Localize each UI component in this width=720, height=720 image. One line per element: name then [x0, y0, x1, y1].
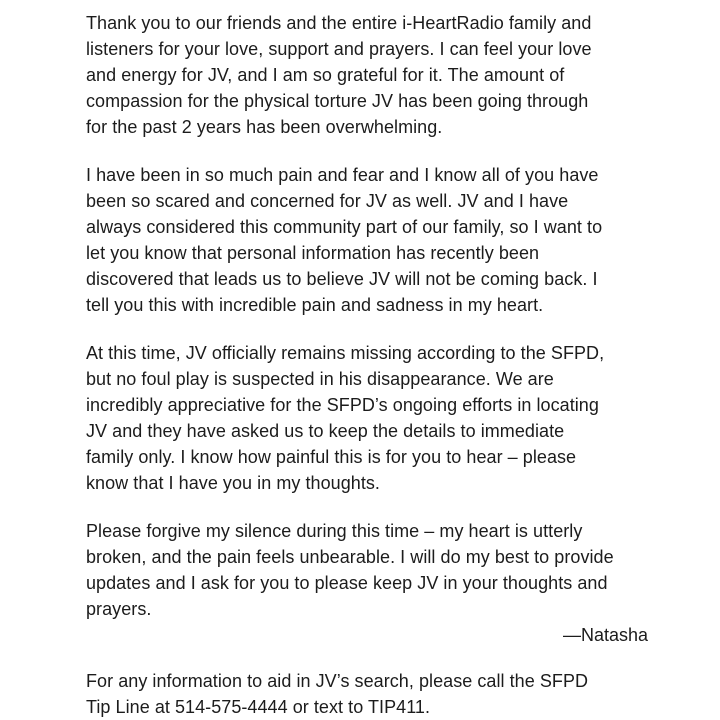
- text-line: always considered this community part of our family, so I want to: [86, 217, 603, 237]
- text-line: know that I have you in my thoughts.: [86, 473, 380, 493]
- text-line: been so scared and concerned for JV as well. JV and I have: [86, 191, 569, 211]
- paragraph-forgive: [86, 518, 680, 622]
- text-line: for the past 2 years has been overwhelming.: [86, 117, 443, 137]
- text-line: prayers.: [86, 599, 152, 619]
- text-line: discovered that leads us to believe JV will not be coming back. I: [86, 269, 598, 289]
- text-line: let you know that personal information has recently been: [86, 243, 540, 263]
- text-line: Tip Line at 514-575-4444 or text to TIP411.: [86, 697, 431, 717]
- text-line: compassion for the physical torture JV has been going through: [86, 91, 589, 111]
- text-line: I have been in so much pain and fear and I know all of you have: [86, 165, 599, 185]
- text-line: Thank you to our friends and the entire i-HeartRadio family and: [86, 13, 592, 33]
- text-line: family only. I know how painful this is for you to hear – please: [86, 447, 577, 467]
- signature: —Natasha: [563, 625, 649, 645]
- text-line: and energy for JV, and I am so grateful for it. The amount of: [86, 65, 565, 85]
- text-line: listeners for your love, support and prayers. I can feel your love: [86, 39, 592, 59]
- text-line: updates and I ask for you to please keep JV in your thoughts and: [86, 573, 608, 593]
- text-line: broken, and the pain feels unbearable. I will do my best to provide: [86, 547, 614, 567]
- text-line: JV and they have asked us to keep the details to immediate: [86, 421, 565, 441]
- paragraph-pain: [86, 162, 680, 318]
- text-line: Please forgive my silence during this time – my heart is utterly: [86, 521, 583, 541]
- paragraph-thanks: [86, 10, 680, 140]
- text-line: but no foul play is suspected in his disappearance. We are: [86, 369, 554, 389]
- text-line: tell you this with incredible pain and sadness in my heart.: [86, 295, 544, 315]
- text-line: For any information to aid in JV’s search, please call the SFPD: [86, 671, 589, 691]
- paragraph-tip-line: [86, 668, 680, 720]
- text-line: At this time, JV officially remains missing according to the SFPD,: [86, 343, 605, 363]
- text-line: incredibly appreciative for the SFPD’s ongoing efforts in locating: [86, 395, 599, 415]
- paragraph-status: [86, 340, 680, 496]
